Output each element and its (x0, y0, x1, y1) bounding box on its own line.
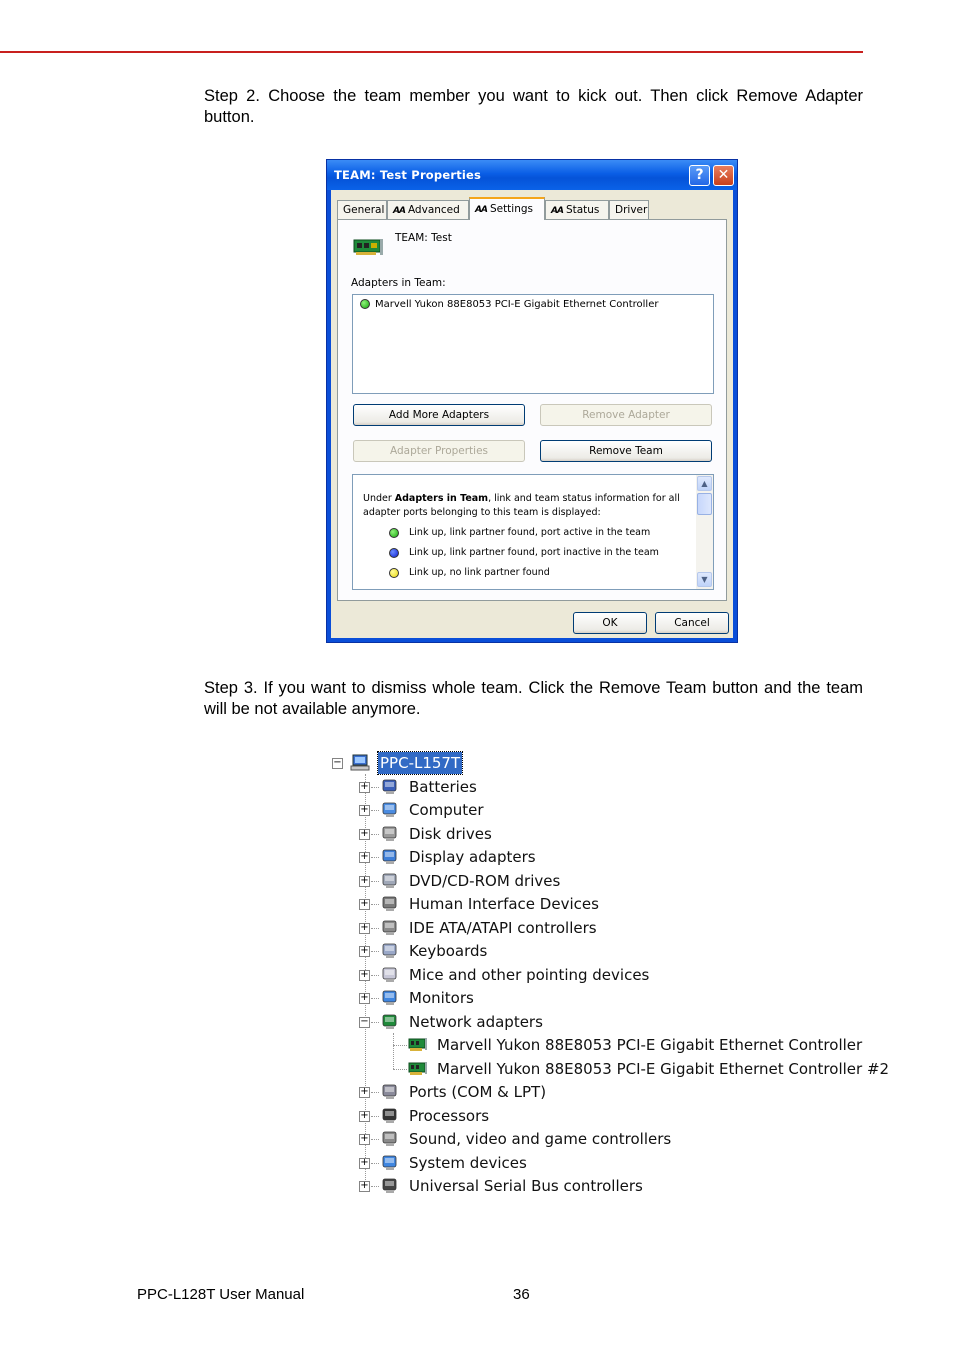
dialog-client (331, 190, 733, 638)
adapter-logo-icon: AA (393, 206, 405, 216)
network-adapter-icon (408, 1036, 428, 1054)
tree-child-label: Marvell Yukon 88E8053 PCI-E Gigabit Ethernet Controller #2 (437, 1059, 890, 1078)
tree-connector (371, 904, 379, 905)
legend-yellow: Link up, no link partner found (389, 567, 550, 578)
team-name: TEAM: Test (395, 232, 452, 244)
expand-icon[interactable]: + (360, 945, 369, 956)
tree-item-label: System devices (409, 1153, 527, 1172)
adapters-list[interactable] (352, 294, 714, 394)
tree-item-label: Display adapters (409, 848, 536, 866)
tree-connector (371, 810, 379, 811)
display-adapter-icon (380, 848, 400, 866)
status-dot-blue (389, 548, 399, 558)
monitor-icon (380, 989, 400, 1007)
footer-page-number: 36 (513, 1286, 530, 1303)
ide-controller-icon (380, 919, 400, 937)
list-item[interactable]: Marvell Yukon 88E8053 PCI-E Gigabit Ethernet Controller (360, 299, 658, 310)
adapter-properties-button[interactable]: Adapter Properties (353, 440, 525, 462)
tree-connector (371, 1116, 379, 1117)
add-more-adapters-button[interactable]: Add More Adapters (353, 404, 525, 426)
tree-connector (371, 1163, 379, 1164)
remove-team-button[interactable]: Remove Team (540, 440, 712, 462)
collapse-icon[interactable]: − (360, 1015, 369, 1027)
tree-item-label: Sound, video and game controllers (409, 1130, 672, 1148)
status-dot-green (360, 299, 370, 309)
port-icon (380, 1083, 400, 1101)
tree-connector (371, 1092, 379, 1093)
tree-root-label: PPC-L157T (380, 754, 461, 772)
tree-connector (371, 834, 379, 835)
scroll-thumb[interactable] (697, 493, 712, 515)
tree-item-label: Ports (COM & LPT) (409, 1083, 547, 1101)
close-button[interactable] (713, 165, 734, 186)
tree-item-label: Keyboards (409, 942, 488, 960)
status-dot-green (389, 528, 399, 538)
expand-icon[interactable]: + (360, 851, 369, 862)
scroll-up-icon[interactable]: ▲ (697, 476, 712, 491)
hid-icon (380, 895, 400, 913)
expand-icon[interactable]: + (360, 1086, 369, 1097)
settings-panel (337, 219, 727, 601)
expand-icon[interactable]: + (360, 1109, 369, 1121)
tree-connector (371, 951, 379, 952)
tree-connector (371, 1139, 379, 1140)
scroll-down-icon[interactable]: ▼ (697, 572, 712, 587)
title-bar[interactable] (327, 160, 737, 190)
tree-connector (371, 975, 379, 976)
remove-adapter-button[interactable]: Remove Adapter (540, 404, 712, 426)
help-button[interactable]: ? (689, 165, 710, 186)
battery-icon (380, 778, 400, 796)
expand-icon[interactable]: + (360, 827, 369, 839)
tree-connector (371, 998, 379, 999)
expand-icon[interactable]: + (360, 804, 369, 815)
expand-icon[interactable]: + (360, 968, 369, 980)
collapse-icon[interactable]: − (333, 757, 342, 768)
processor-icon (380, 1107, 400, 1125)
legend-blue: Link up, link partner found, port inactive in the team (389, 547, 659, 558)
tab-general[interactable]: General (337, 200, 387, 219)
sound-icon (380, 1130, 400, 1148)
expand-icon[interactable]: + (360, 921, 369, 933)
info-scrollbar[interactable] (696, 475, 713, 589)
tab-status[interactable]: AA Status (545, 200, 609, 219)
tree-item-label: Computer (409, 801, 484, 819)
tree-connector (371, 928, 379, 929)
tree-item-label: Universal Serial Bus controllers (409, 1177, 643, 1195)
adapter-logo-icon: AA (551, 206, 563, 216)
tab-settings[interactable]: AA Settings (469, 197, 545, 220)
step2-paragraph: Step 2. Choose the team member you want to kick out. Then click Remove Adapter button. (204, 87, 863, 126)
tree-item-label: IDE ATA/ATAPI controllers (409, 918, 597, 937)
dialog-title: TEAM: Test Properties (334, 168, 482, 182)
status-dot-yellow (389, 568, 399, 578)
tree-connector (371, 1022, 379, 1023)
cancel-button[interactable]: Cancel (655, 612, 729, 634)
close-icon: ✕ (717, 167, 730, 183)
tree-item-label: Disk drives (409, 824, 492, 843)
header-rule (0, 51, 863, 53)
expand-icon[interactable]: + (360, 1156, 369, 1168)
device-manager-tree (328, 752, 890, 1202)
usb-icon (380, 1177, 400, 1195)
tree-connector (371, 787, 379, 788)
tree-item-label: Processors (409, 1106, 490, 1125)
tree-item-label: Batteries (409, 777, 477, 796)
tree-item-label: Mice and other pointing devices (409, 965, 650, 984)
step3-paragraph: Step 3. If you want to dismiss whole team. Click the Remove Team button and the team will be not available anymore. (204, 679, 863, 718)
tree-connector (371, 881, 379, 882)
tab-driver[interactable]: Driver (609, 200, 649, 219)
adapter-logo-icon: AA (475, 205, 487, 215)
adapters-label: Adapters in Team: (351, 277, 446, 289)
computer-root-icon (350, 754, 370, 772)
mouse-icon (380, 966, 400, 984)
tree-item-label: Network adapters (409, 1012, 543, 1031)
tree-item-label: DVD/CD-ROM drives (409, 871, 561, 890)
footer-manual: PPC-L128T User Manual (137, 1286, 305, 1303)
tree-item-label: Monitors (409, 989, 474, 1007)
disk-drive-icon (380, 825, 400, 843)
network-adapter-icon (408, 1060, 428, 1078)
expand-icon[interactable]: + (360, 1180, 369, 1191)
tree-item-label: Human Interface Devices (409, 895, 599, 913)
tree-connector (371, 1186, 379, 1187)
expand-icon[interactable]: + (360, 992, 369, 1003)
keyboard-icon (380, 942, 400, 960)
expand-icon[interactable]: + (360, 1133, 369, 1144)
info-box (352, 474, 714, 590)
legend-green: Link up, link partner found, port active in the team (389, 527, 650, 538)
tree-child-label: Marvell Yukon 88E8053 PCI-E Gigabit Ethernet Controller (437, 1036, 863, 1054)
expand-icon[interactable]: + (360, 898, 369, 909)
expand-icon[interactable]: + (360, 780, 369, 792)
network-adapter-icon (380, 1013, 400, 1031)
team-properties-dialog (326, 159, 738, 643)
tree-connector (393, 1033, 394, 1069)
computer-icon (380, 801, 400, 819)
expand-icon[interactable]: + (360, 874, 369, 886)
ok-button[interactable]: OK (573, 612, 647, 634)
info-text: Under Adapters in Team, link and team status information for all adapter ports belonging to this team is displayed: (363, 493, 680, 518)
cdrom-icon (380, 872, 400, 890)
system-device-icon (380, 1154, 400, 1172)
team-adapter-icon (352, 238, 384, 258)
tree-connector (371, 857, 379, 858)
tab-advanced[interactable]: AA Advanced (387, 200, 469, 219)
